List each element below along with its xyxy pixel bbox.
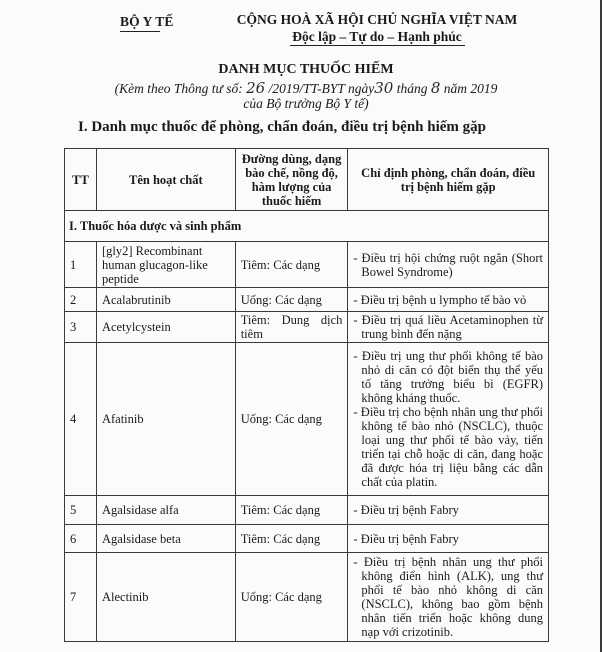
indication-item: - Điều trị bệnh nhân ung thư phổi không điển hình (ALK), ung thư phổi tế bào nhỏ không di căn (NSCLC), không bao gồm bệnh nhân tiến triển hoặc không dung nạp với crizotinib. bbox=[353, 555, 543, 639]
active-ingredient: Alectinib bbox=[96, 553, 235, 642]
table-row bbox=[65, 312, 549, 343]
column-header-indication: Chỉ định phòng, chẩn đoán, điều trị bệnh hiếm gặp bbox=[348, 149, 549, 211]
active-ingredient: Acalabrutinib bbox=[96, 288, 235, 312]
route-dosage: Uống: Các dạng bbox=[235, 343, 348, 496]
indication-item: - Điều trị cho bệnh nhân ung thư phổi không tế bào nhỏ (NSCLC), thuộc loại ung thư phổi tế bào vảy, tiến triển tại chỗ hoặc di căn, đang hoặc đã được hóa trị liệu bằng các dẫn chất của platin. bbox=[353, 405, 543, 489]
document-title: DANH MỤC THUỐC HIẾM bbox=[218, 62, 394, 77]
section-heading: I. Danh mục thuốc để phòng, chẩn đoán, điều trị bệnh hiếm gặp bbox=[78, 119, 487, 135]
table-row bbox=[65, 525, 549, 553]
row-number: 3 bbox=[65, 312, 97, 343]
subtitle-prefix: (Kèm theo Thông tư số: bbox=[114, 81, 243, 96]
indication-item: - Điều trị bệnh u lympho tế bào vỏ bbox=[353, 292, 527, 307]
indication bbox=[348, 312, 549, 343]
active-ingredient: Acetylcystein bbox=[96, 312, 235, 343]
column-header-active-ingredient: Tên hoạt chất bbox=[96, 149, 235, 211]
indication bbox=[348, 343, 549, 496]
indication-item: - Điều trị hội chứng ruột ngắn (Short Bowel Syndrome) bbox=[353, 250, 543, 279]
group-label: I. Thuốc hóa dược và sinh phẩm bbox=[65, 211, 549, 242]
subtitle-mid: /2019/TT-BYT ngày bbox=[268, 81, 375, 96]
active-ingredient: Agalsidase alfa bbox=[96, 496, 235, 525]
indication-item: - Điều trị ung thư phổi không tế bào nhỏ di căn có đột biến thụ thể yếu tố tăng trưởng biểu bì (EGFR) không kháng thuốc. bbox=[353, 349, 543, 405]
indication-item: - Điều trị quá liều Acetaminophen từ trung bình đến nặng bbox=[353, 313, 543, 341]
route-dosage: Tiêm: Dung dịch tiêm bbox=[235, 312, 348, 343]
route-dosage: Uống: Các dạng bbox=[235, 288, 348, 312]
rare-drug-table bbox=[64, 148, 549, 642]
issue-month: 8 bbox=[430, 79, 441, 97]
ministry-underline bbox=[120, 31, 160, 32]
column-header-tt: TT bbox=[65, 149, 97, 211]
row-number: 7 bbox=[65, 553, 97, 642]
document-subtitle bbox=[0, 79, 602, 97]
indication bbox=[348, 553, 549, 642]
issue-day: 30 bbox=[374, 79, 394, 97]
table-header-row bbox=[65, 149, 549, 211]
ministry-name: BỘ Y TẾ bbox=[120, 14, 174, 29]
document-subtitle-line2: của Bộ trưởng Bộ Y tế) bbox=[243, 96, 369, 111]
active-ingredient: [gly2] Recombinant human glucagon-like peptide bbox=[96, 242, 235, 288]
indication bbox=[348, 525, 549, 553]
motto-underline bbox=[290, 45, 465, 46]
indication-item: - Điều trị bệnh Fabry bbox=[353, 531, 459, 546]
indication bbox=[348, 288, 549, 312]
column-header-route-dosage: Đường dùng, dạng bào chế, nồng độ, hàm lượng của thuốc hiếm bbox=[235, 149, 348, 211]
row-number: 4 bbox=[65, 343, 97, 496]
table-row bbox=[65, 496, 549, 525]
table-row bbox=[65, 343, 549, 496]
circular-number: 26 bbox=[246, 79, 266, 97]
month-label: tháng bbox=[396, 81, 428, 96]
indication-item: - Điều trị bệnh Fabry bbox=[353, 503, 459, 517]
republic-name: CỘNG HOÀ XÃ HỘI CHỦ NGHĨA VIỆT NAM bbox=[236, 12, 518, 27]
table-group-row bbox=[65, 211, 549, 242]
active-ingredient: Agalsidase beta bbox=[96, 525, 235, 553]
route-dosage: Uống: Các dạng bbox=[235, 553, 348, 642]
row-number: 2 bbox=[65, 288, 97, 312]
indication bbox=[348, 242, 549, 288]
year-label: năm 2019 bbox=[443, 81, 498, 96]
table-row bbox=[65, 553, 549, 642]
row-number: 6 bbox=[65, 525, 97, 553]
row-number: 1 bbox=[65, 242, 97, 288]
indication bbox=[348, 496, 549, 525]
active-ingredient: Afatinib bbox=[96, 343, 235, 496]
national-motto: Độc lập – Tự do – Hạnh phúc bbox=[292, 29, 462, 44]
route-dosage: Tiêm: Các dạng bbox=[235, 242, 348, 288]
table-row bbox=[65, 288, 549, 312]
table-row bbox=[65, 242, 549, 288]
row-number: 5 bbox=[65, 496, 97, 525]
route-dosage: Tiêm: Các dạng bbox=[235, 496, 348, 525]
route-dosage: Tiêm: Các dạng bbox=[235, 525, 348, 553]
